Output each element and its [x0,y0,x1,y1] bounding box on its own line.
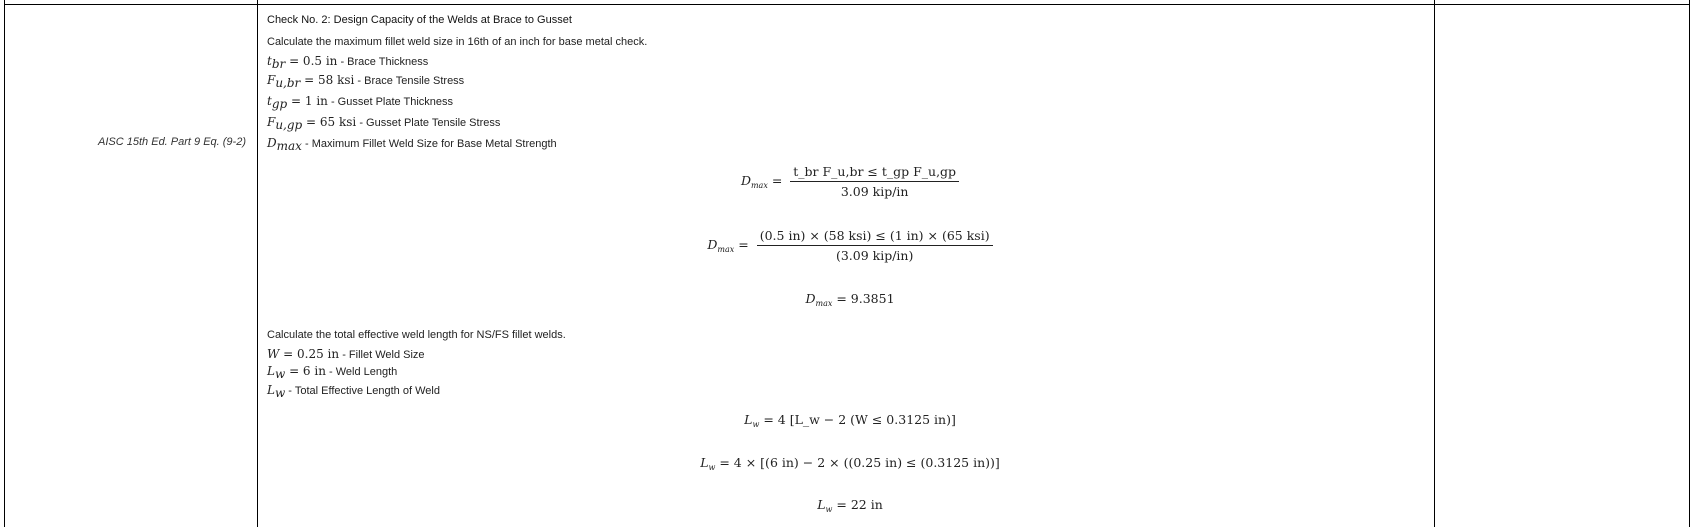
var-value: = 0.25 in [279,347,340,361]
var-desc: - Brace Thickness [337,56,429,68]
var-value: = 1 in [287,94,328,108]
part1-intro: Calculate the maximum fillet weld size in 16th of an inch for base metal check. [267,36,648,48]
var-symbol: F [267,115,276,129]
eq-numerator: t_br F_u,br ≤ t_gp F_u,gp [790,164,959,182]
var-symbol: L [267,383,275,397]
column-divider-2 [1434,0,1435,527]
var-desc: - Gusset Plate Tensile Stress [356,117,501,129]
equation-lw-result: $L_w = 22$ in [817,497,883,514]
eq-denominator: (3.09 kip/in) [835,248,914,263]
var-subscript: u,gp [275,118,303,132]
var-row [267,364,397,381]
check-heading: Check No. 2: Design Capacity of the Welds at Brace to Gusset [267,14,572,26]
var-subscript: w [274,367,286,381]
eq-lhs-symbol: D [740,173,751,188]
var-symbol: F [267,73,276,87]
var-symbol: t [267,94,272,108]
eq-numerator: (0.5 in) × (58 ksi) ≤ (1 in) × (65 ksi) [757,228,993,246]
reference-text: AISC 15th Ed. Part 9 Eq. (9-2) [98,136,246,148]
var-row [267,383,440,400]
part2-intro: Calculate the total effective weld length for NS/FS fillet welds. [267,329,566,341]
var-value: = 0.5 in [285,54,338,68]
calculation-column [267,0,1433,527]
var-subscript: br [271,57,286,71]
var-symbol: D [267,136,277,150]
var-desc: - Fillet Weld Size [339,349,425,361]
eq-denominator: 3.09 kip/in [840,184,909,199]
left-border [4,0,5,527]
eq-rhs: = 4 [L_w − 2 (W ≤ 0.3125 in)] [759,412,956,427]
var-desc: - Total Effective Length of Weld [285,385,440,397]
var-row [267,94,453,111]
var-subscript: max [276,139,302,153]
var-value: = 6 in [285,364,326,378]
var-symbol: t [267,54,272,68]
var-row [267,347,425,361]
var-desc: - Maximum Fillet Weld Size for Base Metal Strength [301,138,557,150]
var-subscript: w [274,386,286,400]
var-row [267,136,557,153]
var-row [267,54,428,71]
var-desc: - Gusset Plate Thickness [327,96,454,108]
equation-dmax-result: $D_{max} = 9.3851$ [805,291,895,308]
var-row [267,73,464,90]
var-subscript: u,br [275,76,301,90]
var-value: = 58 ksi [300,73,355,87]
var-desc: - Brace Tensile Stress [354,75,465,87]
eq-result: = 22 in [832,497,883,512]
eq-result: = 9.3851 [832,291,895,306]
var-symbol: W [267,347,280,361]
var-desc: - Weld Length [325,366,398,378]
column-divider-1 [257,0,258,527]
eq-lhs-subscript: max [750,181,768,190]
var-row [267,115,500,132]
var-symbol: L [267,364,275,378]
equation-lw-substituted: $L_w = 4 \times [(6$ in) − 2 × ((0.25 in) ≤ (0.3125 in))] [700,455,1000,472]
eq-rhs: = 4 × [(6 in) − 2 × ((0.25 in) ≤ (0.3125 in))] [715,455,1000,470]
equation-dmax-formula: $D_{max}$ = $\frac{\text{t\_br F\_u,br ≤ t\_gp F\_u,gp}}{\text{3.09 kip/in}}$ [267,164,1433,199]
equation-lw-formula: $L_w = 4$ [L_w − 2 (W ≤ 0.3125 in)] [744,412,956,429]
var-value: = 65 ksi [302,115,357,129]
var-subscript: gp [271,97,288,111]
equation-dmax-substituted: $D_{max}$ = $\frac{\text{(0.5 in) × (58 ksi) ≤ (1 in) × (65 ksi)}}{\text{(3.09 kip/in)}}$ [267,228,1433,263]
